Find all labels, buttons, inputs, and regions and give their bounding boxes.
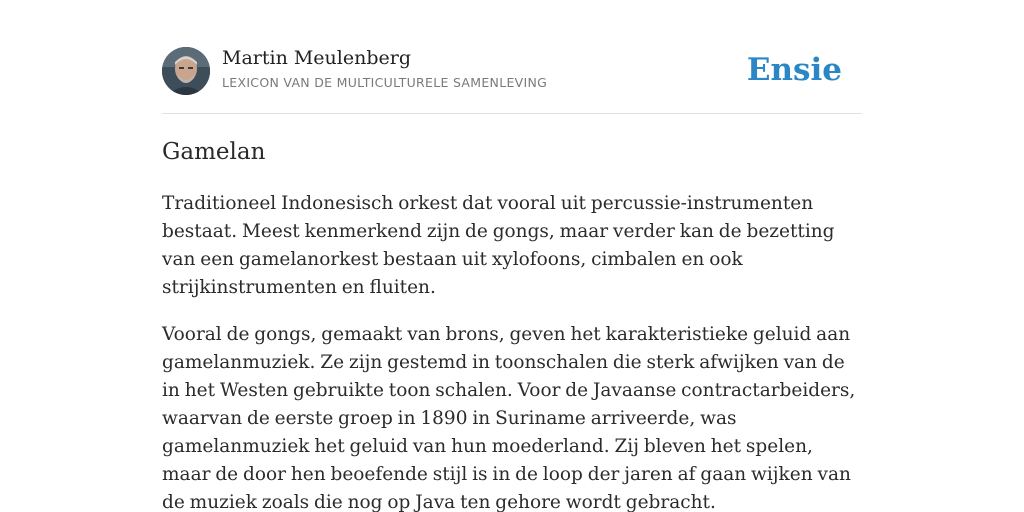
article-header	[162, 46, 862, 96]
author-photo-icon	[162, 47, 210, 95]
avatar[interactable]	[162, 47, 210, 95]
publication-name[interactable]: LEXICON VAN DE MULTICULTURELE SAMENLEVING	[222, 75, 548, 90]
header-divider	[162, 113, 862, 114]
paragraph: Vooral de gongs, gemaakt van brons, geven het karakteristieke geluid aan gamelanmuziek. Ze zijn gestemd in toonschalen die sterk afwijken van de in het Westen gebruikte toon schalen. Voor de Javaanse contractarbeiders, waarvan de eerste groep in 1890 in Suriname arriveerde, was gamelanmuziek het geluid van hun moederland. Zij bleven het spelen, maar de door hen beoefende stijl is in de loop der jaren af gaan wijken van de muziek zoals die nog op Java ten gehore wordt gebracht.	[162, 324, 856, 512]
author-name[interactable]: Martin Meulenberg	[222, 47, 411, 69]
paragraph: Traditioneel Indonesisch orkest dat vooral uit percussie-instrumenten bestaat. Meest kenmerkend zijn de gongs, maar verder kan de bezetting van een gamelanorkest bestaan uit xylofoons, cimbalen en ook strijkinstrumenten en fluiten.	[162, 193, 835, 298]
page-title: Gamelan	[162, 139, 266, 165]
article-body	[162, 190, 862, 512]
brand-logo[interactable]: Ensie	[746, 52, 842, 88]
